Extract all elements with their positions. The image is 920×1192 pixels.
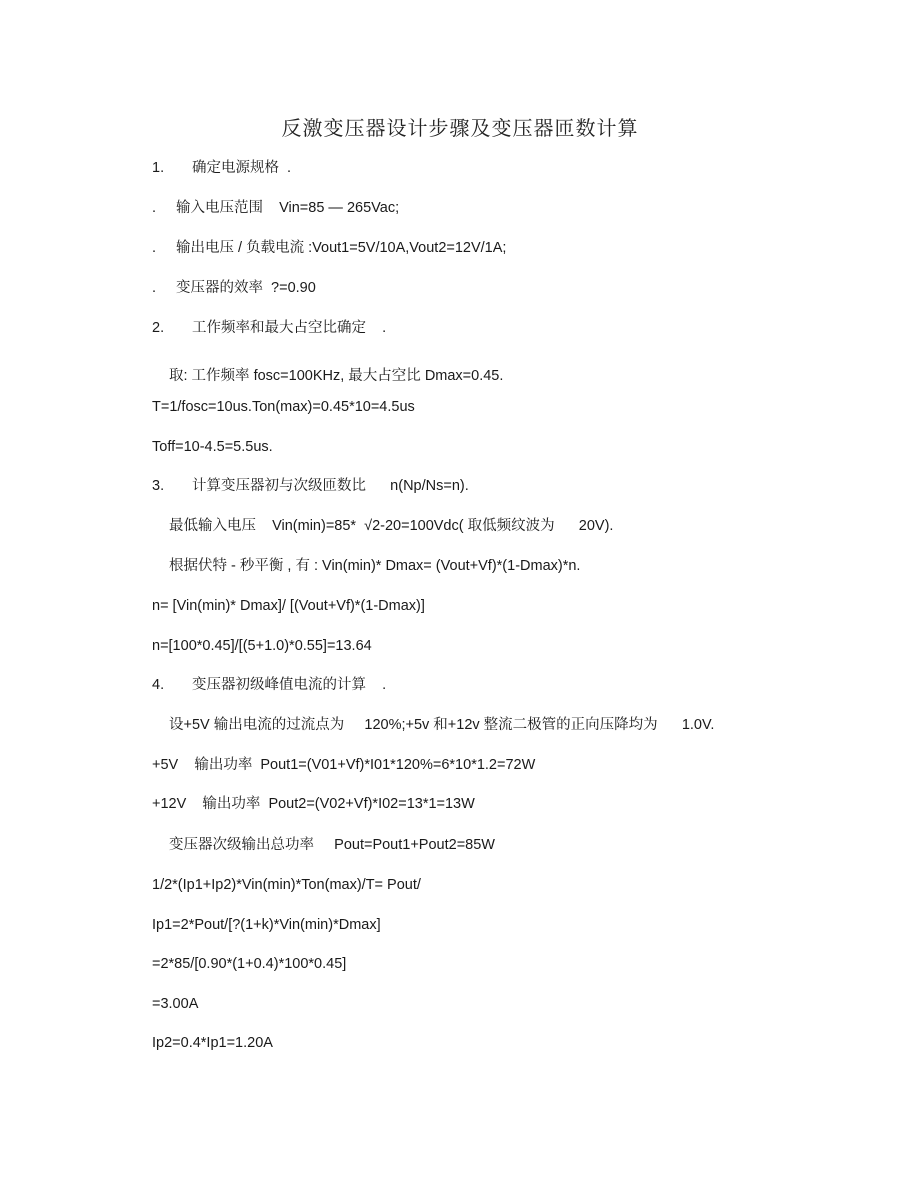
bullet-line <box>152 279 316 297</box>
bullet-marker: . <box>152 280 157 296</box>
section-number: 4. <box>152 677 165 693</box>
bullet-line <box>152 239 506 257</box>
text-line: T=1/fosc=10us.Ton(max)=0.45*10=4.5us <box>152 399 415 415</box>
text-line: Toff=10-4.5=5.5us. <box>152 439 273 455</box>
formula-line: Ip2=0.4*Ip1=1.20A <box>152 1035 273 1051</box>
section-text: 计算变压器初与次级匝数比 n(Np/Ns=n). <box>192 478 469 494</box>
text-line: 设+5V 输出电流的过流点为 120%;+5v 和+12v 整流二极管的正向压降均为 1.0V. <box>169 717 715 733</box>
section-text: 确定电源规格 . <box>192 160 292 176</box>
section-heading-4 <box>152 676 386 694</box>
formula-line: =2*85/[0.90*(1+0.4)*100*0.45] <box>152 956 347 972</box>
section-text: 变压器初级峰值电流的计算 . <box>192 677 387 693</box>
text-line: 变压器次级输出总功率 Pout=Pout1+Pout2=85W <box>169 837 495 853</box>
bullet-text: 输入电压范围 Vin=85 — 265Vac; <box>176 200 400 216</box>
document-title: 反激变压器设计步骤及变压器匝数计算 <box>281 116 639 140</box>
section-text: 工作频率和最大占空比确定 . <box>192 320 387 336</box>
bullet-line <box>152 199 399 217</box>
text-line: 最低输入电压 Vin(min)=85* √2-20=100Vdc( 取低频纹波为 20V). <box>169 518 614 534</box>
formula-line: =3.00A <box>152 996 199 1012</box>
section-heading-3 <box>152 477 469 495</box>
formula-line: 1/2*(Ip1+Ip2)*Vin(min)*Ton(max)/T= Pout/ <box>152 877 421 893</box>
section-number: 2. <box>152 320 165 336</box>
formula-line: Ip1=2*Pout/[?(1+k)*Vin(min)*Dmax] <box>152 917 381 933</box>
bullet-marker: . <box>152 240 157 256</box>
formula-line: +12V 输出功率 Pout2=(V02+Vf)*I02=13*1=13W <box>152 796 475 812</box>
text-line: 取: 工作频率 fosc=100KHz, 最大占空比 Dmax=0.45. <box>169 368 504 384</box>
section-heading-1 <box>152 159 291 177</box>
section-heading-2 <box>152 319 386 337</box>
bullet-text: 输出电压 / 负载电流 :Vout1=5V/10A,Vout2=12V/1A; <box>176 240 507 256</box>
text-line: 根据伏特 - 秒平衡 , 有 : Vin(min)* Dmax= (Vout+Vf)*(1-Dmax)*n. <box>169 558 581 574</box>
bullet-text: 变压器的效率 ?=0.90 <box>176 280 316 296</box>
formula-line: n= [Vin(min)* Dmax]/ [(Vout+Vf)*(1-Dmax)] <box>152 598 425 614</box>
bullet-marker: . <box>152 200 157 216</box>
formula-line: n=[100*0.45]/[(5+1.0)*0.55]=13.64 <box>152 638 372 654</box>
section-number: 1. <box>152 160 165 176</box>
formula-line: +5V 输出功率 Pout1=(V01+Vf)*I01*120%=6*10*1.2=72W <box>152 757 536 773</box>
section-number: 3. <box>152 478 165 494</box>
